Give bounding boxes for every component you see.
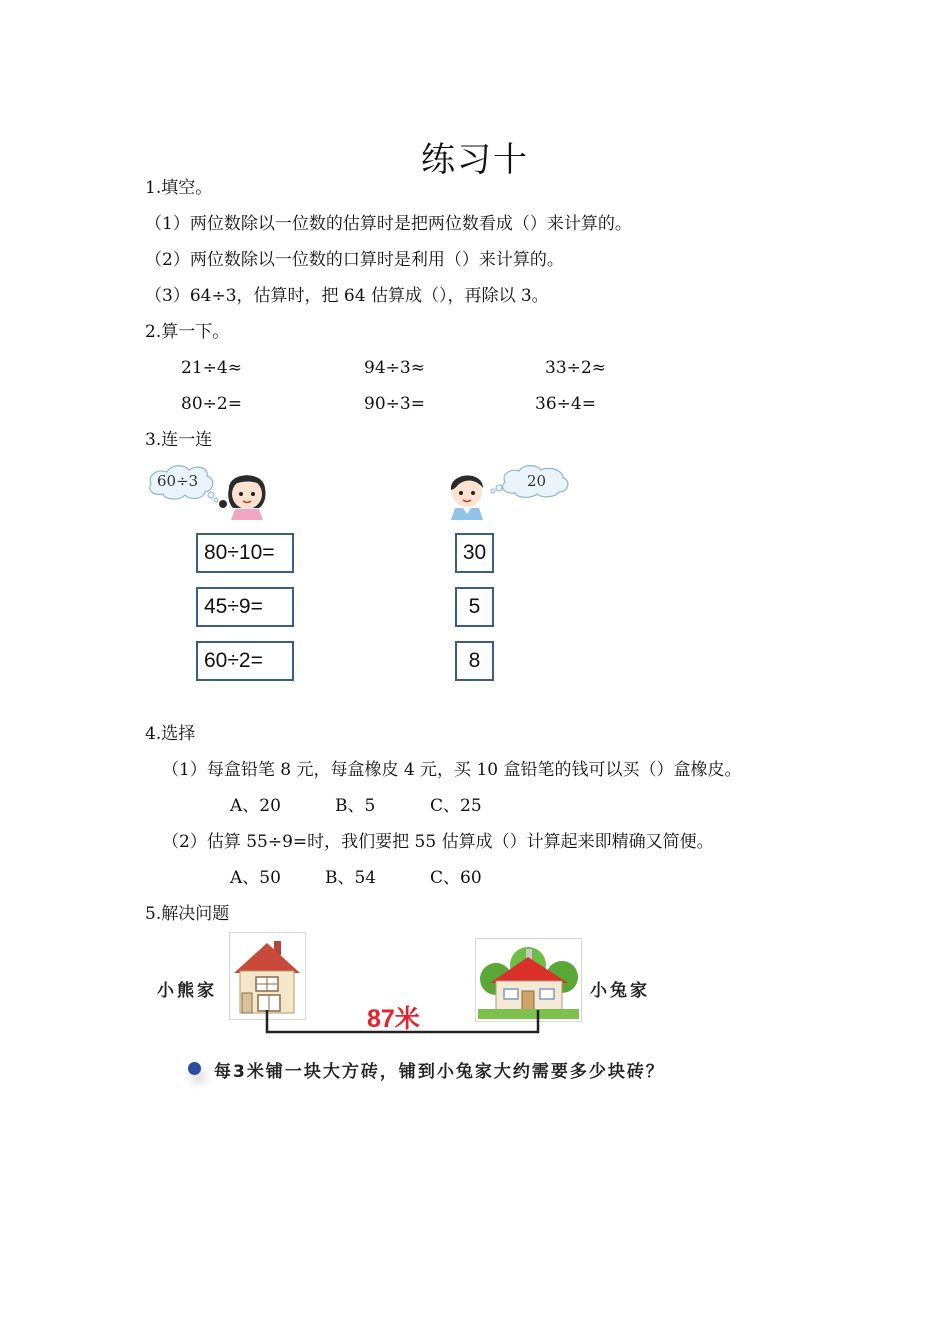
section2-heading: 2.算一下。	[145, 322, 230, 342]
expression-box[interactable]: 60÷2=	[196, 641, 294, 681]
boy-illustration	[445, 462, 575, 522]
section1-heading: 1.填空。	[145, 178, 213, 198]
answer-box[interactable]: 5	[455, 587, 494, 627]
section5-heading: 5.解决问题	[145, 904, 230, 924]
section1-item-2: （2）两位数除以一位数的口算时是利用（）来计算的。	[145, 250, 564, 270]
calc-item: 90÷3=	[364, 394, 425, 414]
expression-box[interactable]: 80÷10=	[196, 533, 294, 573]
option-a: A、20	[230, 796, 281, 816]
option-b: B、5	[335, 796, 376, 816]
expression-box[interactable]: 45÷9=	[196, 587, 294, 627]
section4-heading: 4.选择	[145, 724, 196, 744]
option-c: C、60	[430, 868, 482, 888]
answer-box[interactable]: 8	[455, 641, 494, 681]
question-1: （1）每盒铅笔 8 元，每盒橡皮 4 元，买 10 盒铅笔的钱可以买（）盒橡皮。	[162, 760, 742, 780]
boy-bubble-text: 20	[527, 472, 547, 490]
calc-item: 80÷2=	[181, 394, 242, 414]
section1-item-1: （1）两位数除以一位数的估算时是把两位数看成（）来计算的。	[145, 214, 632, 234]
option-c: C、25	[430, 796, 482, 816]
distance-label: 87米	[367, 1005, 420, 1033]
calc-item: 94÷3≈	[364, 358, 425, 378]
house-icon	[476, 939, 581, 1021]
calc-item: 33÷2≈	[545, 358, 606, 378]
bear-house-label: 小熊家	[157, 981, 217, 1001]
bullet-icon	[188, 1062, 201, 1075]
house-icon	[230, 933, 305, 1019]
problem-question: 每3米铺一块大方砖，铺到小兔家大约需要多少块砖？	[214, 1062, 665, 1082]
answer-box[interactable]: 30	[455, 533, 494, 573]
option-a: A、50	[230, 868, 281, 888]
girl-illustration	[145, 462, 275, 522]
calc-item: 21÷4≈	[181, 358, 242, 378]
option-b: B、54	[325, 868, 377, 888]
bear-house-frame	[229, 932, 306, 1020]
calc-item: 36÷4=	[535, 394, 596, 414]
section1-item-3: （3）64÷3，估算时，把 64 估算成（），再除以 3。	[145, 286, 549, 306]
page-title: 练习十	[421, 140, 529, 180]
boy-icon	[451, 475, 483, 520]
question-2: （2）估算 55÷9=时，我们要把 55 估算成（）计算起来即精确又简便。	[162, 832, 714, 852]
section3-heading: 3.连一连	[145, 430, 213, 450]
rabbit-house-label: 小兔家	[590, 981, 650, 1001]
girl-bubble-text: 60÷3	[157, 472, 199, 490]
girl-icon	[219, 475, 266, 520]
